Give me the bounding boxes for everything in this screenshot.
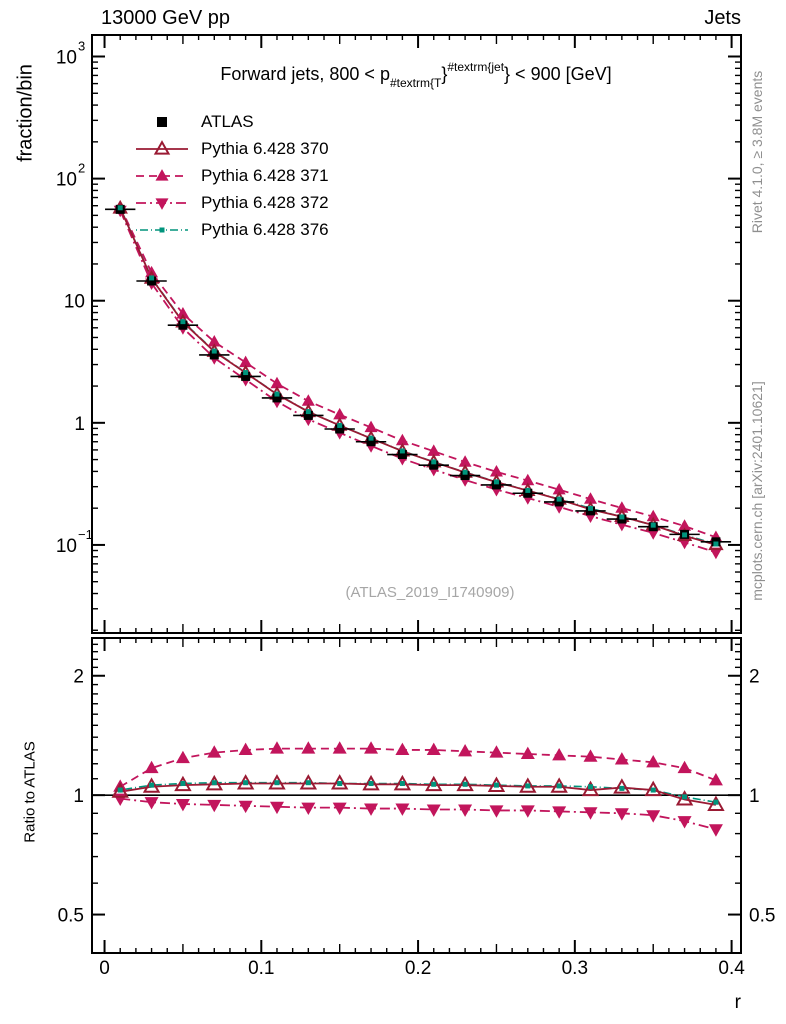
data-marker [364, 804, 378, 816]
tick-label: 10 [63, 291, 85, 313]
header-analysis-group: Jets [704, 7, 741, 29]
data-marker [337, 423, 342, 428]
legend-item-pythia-371 [136, 162, 329, 189]
legend-label-pythia-371: Pythia 6.428 371 [201, 165, 329, 185]
legend-item-pythia-376 [136, 216, 329, 243]
data-marker [646, 810, 660, 822]
data-marker [369, 436, 374, 441]
data-marker [709, 824, 723, 836]
data-marker [149, 783, 154, 788]
legend-label-pythia-372: Pythia 6.428 372 [201, 192, 329, 212]
data-marker [463, 782, 468, 787]
data-marker [270, 741, 284, 753]
data-marker [156, 142, 169, 154]
title-prefix: Forward jets, 800 < p [220, 64, 390, 84]
data-marker [458, 744, 472, 756]
data-marker [431, 782, 436, 787]
tick-label: 2 [749, 666, 760, 688]
data-marker [118, 788, 123, 793]
x-axis-label: r [734, 992, 741, 1013]
data-marker [427, 804, 441, 816]
data-marker [588, 784, 593, 789]
data-marker [489, 805, 503, 817]
atlas-data-marker-icon [136, 113, 188, 131]
tick-label: 0.1 [248, 958, 275, 979]
observable-title [220, 60, 611, 90]
data-marker [301, 741, 315, 753]
data-marker [678, 761, 692, 773]
data-marker [552, 806, 566, 818]
main-panel-markers [105, 200, 731, 559]
data-marker [682, 794, 687, 799]
tick-label: 0.5 [749, 905, 776, 927]
tick-label: 10 [55, 47, 77, 69]
data-marker [145, 797, 159, 809]
data-marker [619, 786, 624, 791]
data-marker [156, 198, 169, 210]
data-marker [619, 514, 624, 519]
tick-label: 10 [55, 169, 77, 191]
data-marker [180, 319, 185, 324]
data-marker [156, 169, 169, 181]
data-marker [678, 816, 692, 828]
data-marker [463, 470, 468, 475]
ratio-y-axis-label: Ratio to ATLAS [21, 741, 39, 843]
data-marker [400, 781, 405, 786]
data-marker [243, 370, 248, 375]
data-marker [713, 800, 718, 805]
data-marker [243, 780, 248, 785]
data-marker [588, 506, 593, 511]
pythia-376-marker-icon [136, 221, 188, 239]
data-marker [521, 805, 535, 817]
data-marker [239, 743, 253, 755]
legend-item-pythia-370 [136, 135, 329, 162]
data-marker [333, 741, 347, 753]
data-marker [239, 801, 253, 813]
legend [136, 108, 329, 243]
series-line-main [120, 207, 716, 538]
data-marker [149, 275, 154, 280]
data-marker [400, 448, 405, 453]
data-marker [521, 747, 535, 759]
data-marker [274, 392, 279, 397]
tick-label: 2 [73, 666, 84, 688]
data-marker [431, 459, 436, 464]
header-beam-energy: 13000 GeV pp [101, 7, 230, 29]
main-panel-curves [120, 207, 716, 553]
data-marker [584, 807, 598, 819]
data-marker [274, 780, 279, 785]
legend-item-pythia-372 [136, 189, 329, 216]
legend-label-pythia-376: Pythia 6.428 376 [201, 219, 329, 239]
data-marker [180, 781, 185, 786]
title-superscript: #textrm{jet [447, 60, 505, 74]
tick-label: 2 [78, 160, 86, 176]
data-marker [557, 497, 562, 502]
data-marker [118, 205, 123, 210]
data-marker [458, 804, 472, 816]
series-line-main [120, 208, 716, 545]
data-marker [270, 802, 284, 814]
data-marker [713, 542, 718, 547]
data-marker [682, 532, 687, 537]
data-marker [557, 783, 562, 788]
data-marker [212, 780, 217, 785]
main-y-axis-label: fraction/bin [14, 64, 37, 162]
tick-label: 3 [78, 38, 86, 54]
tick-label: 0.3 [561, 958, 589, 979]
legend-label-pythia-370: Pythia 6.428 370 [201, 138, 329, 158]
tick-label: 1 [74, 413, 85, 435]
data-marker [427, 743, 441, 755]
data-marker [160, 227, 165, 232]
data-marker [212, 349, 217, 354]
data-marker [494, 783, 499, 788]
pythia-371-marker-icon [136, 167, 188, 185]
analysis-id-watermark: (ATLAS_2019_I1740909) [345, 584, 515, 601]
series-line-main [120, 210, 716, 552]
tick-label: 1 [73, 786, 84, 808]
data-marker [306, 409, 311, 414]
data-marker [306, 780, 311, 785]
legend-label-atlas: ATLAS [201, 111, 254, 131]
tick-label: 0.2 [404, 958, 432, 979]
data-marker [494, 479, 499, 484]
pythia-370-marker-icon [136, 140, 188, 158]
data-marker [525, 783, 530, 788]
rivet-version-note: Rivet 4.1.0, ≥ 3.8M events [749, 70, 765, 234]
data-marker [651, 788, 656, 793]
tick-label: −1 [78, 526, 93, 542]
pythia-372-marker-icon [136, 194, 188, 212]
data-marker [333, 803, 347, 815]
data-marker [552, 748, 566, 760]
data-marker [337, 781, 342, 786]
mcplots-credit-note: mcplots.cern.ch [arXiv:2401.10621] [749, 381, 765, 601]
series-line-main [120, 208, 716, 544]
tick-label: 10 [55, 535, 77, 557]
data-marker [207, 800, 221, 812]
data-marker [369, 781, 374, 786]
data-marker [584, 749, 598, 761]
data-marker [301, 803, 315, 815]
tick-label: 1 [749, 786, 760, 808]
data-marker [176, 751, 190, 763]
legend-item-atlas [136, 108, 329, 135]
data-marker [395, 743, 409, 755]
data-marker [176, 799, 190, 811]
title-brace: } [441, 64, 448, 84]
data-marker [489, 745, 503, 757]
data-marker [364, 741, 378, 753]
data-marker [157, 117, 167, 127]
data-marker [395, 804, 409, 816]
tick-label: 0.4 [718, 958, 745, 979]
data-marker [615, 752, 629, 764]
title-subscript: #textrm{T [389, 76, 442, 90]
tick-label: 0 [99, 958, 110, 979]
tick-label: 0.5 [57, 905, 84, 927]
data-marker [525, 488, 530, 493]
title-suffix: } < 900 [GeV] [504, 64, 612, 84]
data-marker [651, 523, 656, 528]
